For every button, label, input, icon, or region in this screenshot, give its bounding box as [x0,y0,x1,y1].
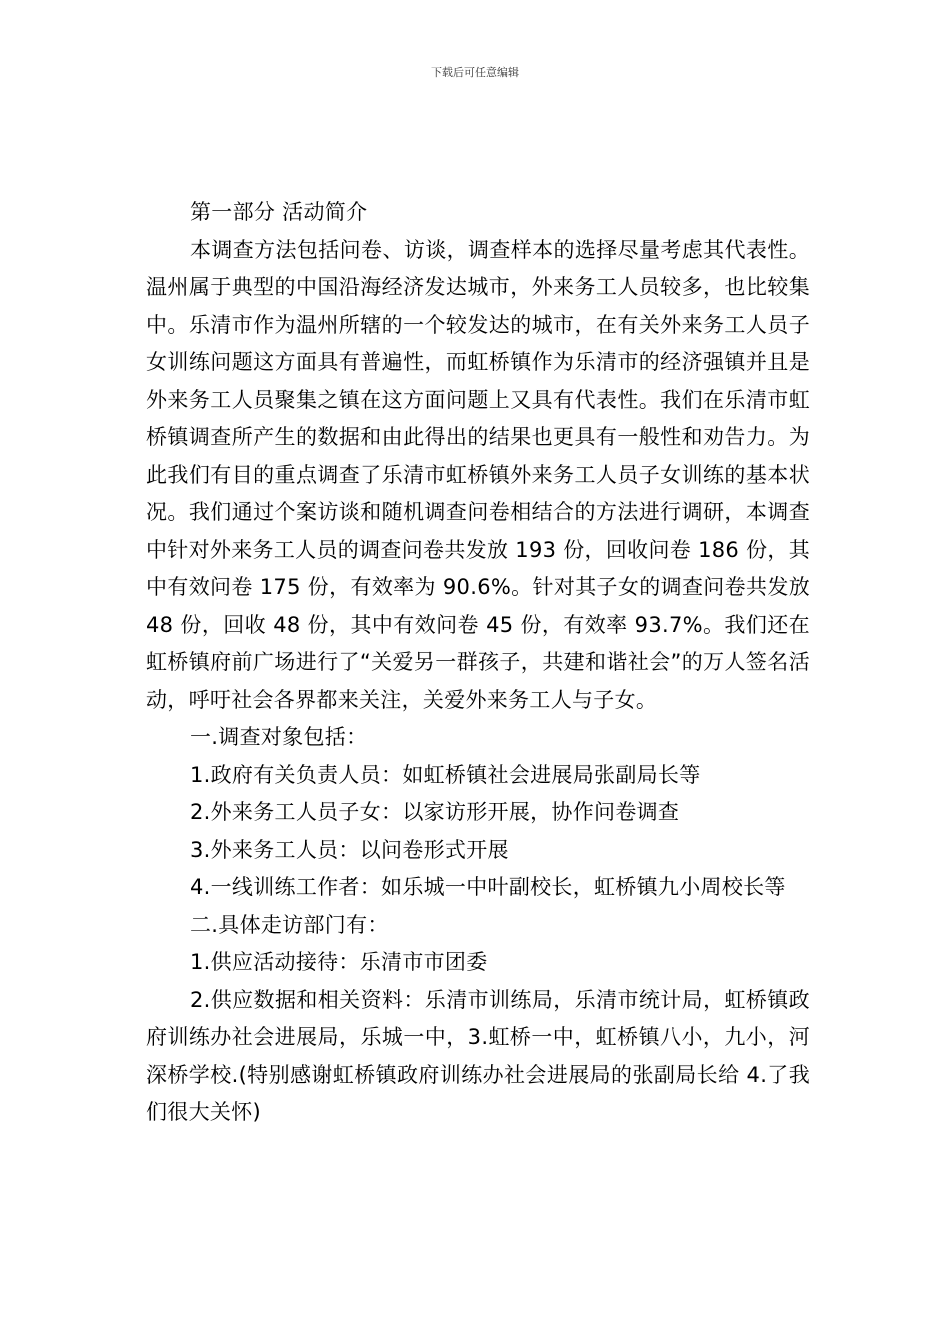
subject-item: 4.一线训练工作者：如乐城一中叶副校长，虹桥镇九小周校长等 [190,875,786,899]
header-note: 下载后可任意编辑 [431,66,519,79]
subjects-heading: 一.调查对象包括： [190,725,368,749]
subject-item: 1.政府有关负责人员：如虹桥镇社会进展局张副局长等 [190,762,701,787]
section-title: 第一部分 活动简介 [190,200,368,224]
departments-heading: 二.具体走访部门有： [190,912,389,937]
subject-item: 2.外来务工人员子女：以家访形开展，协作问卷调查 [190,800,680,824]
intro-paragraph: 本调查方法包括问卷、访谈，调查样本的选择尽量考虑其代表性。温州属于典型的中国沿海经济发达城市，外来务工人员较多，也比较集中。乐清市作为温州所辖的一个较发达的城市，在有关外来务工人员子女训练问题这方面具有普遍性，而虹桥镇作为乐清市的经济强镇并且是外来务工人员聚集之镇在这方面问题上又具有代表性。我们在乐清市虹桥镇调查所产生的数据和由此得出的结果也更具有一般性和劝告力。为此我们有目的重点调查了乐清市虹桥镇外来务工人员子女训练的基本状况。我们通过个案访谈和随机调查问卷相结合的方法进行调研，本调查中针对外来务工人员的调查问卷共发放 193 份，回收问卷 186 份，其中有效问卷 175 份，有效率为 90.6%。针对其子女的调查问卷共发放 48 份，回收 48 份，其中有效问卷 45 份，有效率 93.7%。我们还在虹桥镇府前广场进行了“关爱另一群孩子，共建和谐社会”的万人签名活动，呼吁社会各界都来关注，关爱外来务工人与子女。 [146,237,810,712]
subject-item: 3.外来务工人员：以问卷形式开展 [190,837,509,862]
document-body [146,194,810,1132]
department-item: 1.供应活动接待：乐清市市团委 [190,950,488,974]
department-item: 2.供应数据和相关资料：乐清市训练局，乐清市统计局，虹桥镇政府训练办社会进展局，乐城一中，3.虹桥一中，虹桥镇八小，九小，河深桥学校.(特别感谢虹桥镇政府训练办社会进展局的张副局长给 4.了我们很大关怀) [146,987,810,1124]
